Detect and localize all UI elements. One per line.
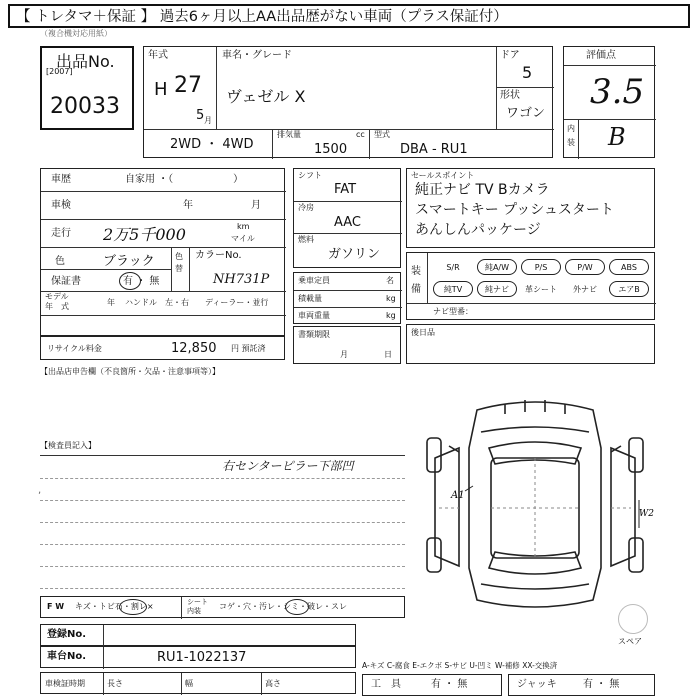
history-table [40,168,285,336]
car-name-value: ヴェゼル X [226,87,306,106]
seat-circle [285,599,309,615]
displacement-label: 排気量 [277,130,301,139]
tools-label: 工 具 [371,679,401,690]
docs-day: 日 [384,350,392,359]
damage-legend: A-キズ C-腐食 E-エクボ S-サビ U-凹ミ W-補修 XX-交換済 [362,661,558,670]
load-unit: kg [386,294,396,303]
selling-points-title: セールスポイント [411,171,475,180]
warranty-label: 保証書 [51,276,81,287]
equip-leather: 革シート [525,285,557,294]
inspection-year: 年 [183,200,193,211]
displacement-value: 1500 [314,142,348,157]
lot-box [40,46,134,130]
weight-label: 車両重量 [298,311,330,320]
chassis-value: RU1-1022137 [157,650,247,665]
car-name-label: 車名・グレード [222,50,292,61]
inspector-note: 右センターピラー下部凹 [222,459,354,473]
dealer-label: ディーラー・並行 [205,298,269,307]
equip-abs: ABS [609,259,649,275]
stray-mark: , [38,485,42,496]
interior-value: B [608,123,626,151]
cert-col1: 長さ [107,679,123,688]
doors-value: 5 [522,63,533,82]
spare-label: スペア [618,637,642,646]
cert-col3: 高さ [265,679,281,688]
lot-number: 20033 [50,94,120,119]
mileage-unit-km: km [237,222,250,231]
model-code-label: 型式 [374,130,390,139]
shift-label: シフト [298,171,322,180]
equip-ps: P/S [521,259,561,275]
seat-label-1: シート [187,598,208,606]
fw-row [40,596,405,618]
repaint-label-2: 替 [175,264,183,273]
seller-notes-title: 【出品店申告欄（不良箇所・欠品・注意事項等）】 [40,367,220,376]
car-diagram [415,388,655,620]
header-banner [8,4,690,28]
color-no-label: カラーNo. [195,250,242,261]
color-value: ブラック [103,254,155,269]
equip-pw: P/W [565,259,605,275]
equip-ext-navi: 外ナビ [573,285,597,294]
capacity-box [293,272,401,324]
equip-airbag: エアB [609,281,649,297]
repaint-label-1: 色 [175,252,183,261]
displacement-unit: cc [356,130,365,139]
body-shape-value: ワゴン [506,106,546,121]
capacity-label: 乗車定員 [298,276,330,285]
mileage-unit-mile: マイル [231,234,255,243]
model-month-value: 5 [196,108,205,123]
equipment-box [406,252,655,320]
score-label: 評価点 [586,50,616,61]
jack-label: ジャッキ [517,679,557,690]
equip-alloy: 純A/W [477,259,517,275]
recycle-label: リサイクル料金 [47,344,102,353]
model-year-small-1: モデル [45,292,69,301]
model-year-small-unit: 年 [107,298,115,307]
equip-tv: 純TV [433,281,473,297]
body-shape-label: 形状 [500,90,520,101]
fw-label: F W [47,602,65,611]
load-label: 積載量 [298,294,322,303]
car-info-box [143,46,553,158]
registration-label: 登録No. [47,629,87,640]
selling-point-2: スマートキー プッシュスタート [415,202,614,218]
equipment-label-2: 備 [411,284,421,295]
inspection-month: 月 [251,200,261,211]
chassis-row [40,646,356,668]
capacity-unit: 名 [386,276,394,285]
score-value: 3.5 [590,72,645,112]
spare-tire-icon [618,604,648,634]
ac-value: AAC [334,215,361,230]
seat-items: コゲ・穴・汚レ・シミ・破レ・スレ [219,602,347,611]
model-year-small-2: 年 式 [45,302,69,311]
model-month-unit: 月 [204,116,212,125]
fw-items: キズ・トビ石・割レ× [75,602,154,611]
weight-unit: kg [386,311,396,320]
ac-label: 冷房 [298,203,314,212]
recycle-box [40,336,285,360]
docs-box [293,326,401,364]
chassis-label: 車台No. [47,651,87,662]
equipment-label-1: 装 [411,266,421,277]
color-no-value: NH731P [213,272,270,287]
tools-box [362,674,502,696]
cert-label: 車検証時期 [45,679,85,688]
svg-text:A1: A1 [451,490,465,501]
equip-navi: 純ナビ [477,281,517,297]
banner-text: 【 トレタマ＋保証 】 過去6ヶ月以上AA出品歴がない車両（プラス保証付） [16,9,508,25]
color-label: 色 [55,256,65,267]
later-label: 後日品 [411,328,435,337]
seat-label-2: 内装 [187,607,201,615]
spec-box [293,168,401,268]
tools-value: 有 ・ 無 [431,679,468,690]
model-code-value: DBA - RU1 [400,142,468,157]
fw-circle [119,599,147,615]
jack-box [508,674,655,696]
history-title: 車歴 [51,174,71,185]
later-box [406,324,655,364]
mileage-label: 走行 [51,228,71,239]
inspection-label: 車検 [51,200,71,211]
shift-value: FAT [334,182,357,197]
cert-col2: 幅 [185,679,193,688]
interior-label-1: 内 [567,124,575,133]
damage-mark-right [639,500,654,528]
docs-label: 書類期限 [298,330,330,339]
fuel-label: 燃料 [298,235,314,244]
svg-text:W2: W2 [639,509,654,519]
fuel-value: ガソリン [328,247,381,262]
cert-row [40,672,356,694]
warranty-circle [119,272,141,290]
model-year-era: H [154,79,168,100]
selling-point-1: 純正ナビ TV Bカメラ [415,182,550,198]
score-box [563,46,655,158]
selling-points-box [406,168,655,248]
jack-value: 有 ・ 無 [583,679,620,690]
docs-month: 月 [340,350,348,359]
warranty-value: 有 ・ 無 [123,276,160,287]
inspector-title: 【検査員記入】 [40,441,96,450]
handle-label: ハンドル 左・右 [125,298,189,307]
registration-row [40,624,356,646]
doors-label: ドア [500,50,520,61]
sub-banner: （複合機対応用紙） [40,29,112,38]
navi-model-label: ナビ型番： [433,307,473,316]
recycle-value: 12,850 [171,341,217,356]
recycle-unit: 円 預託済 [231,344,266,353]
lot-year-tag: [2007] [46,67,73,76]
equip-sr: S/R [446,263,460,272]
drive-value: 2WD ・ 4WD [170,137,254,152]
model-year-label: 年式 [148,50,168,61]
model-year-value: 27 [174,73,202,98]
mileage-value: 2万5千000 [103,225,186,244]
lot-label: 出品No. [56,52,115,71]
interior-label-2: 装 [567,138,575,147]
selling-point-3: あんしんパッケージ [415,222,541,238]
history-use: 自家用 ・（ ） [125,174,244,185]
